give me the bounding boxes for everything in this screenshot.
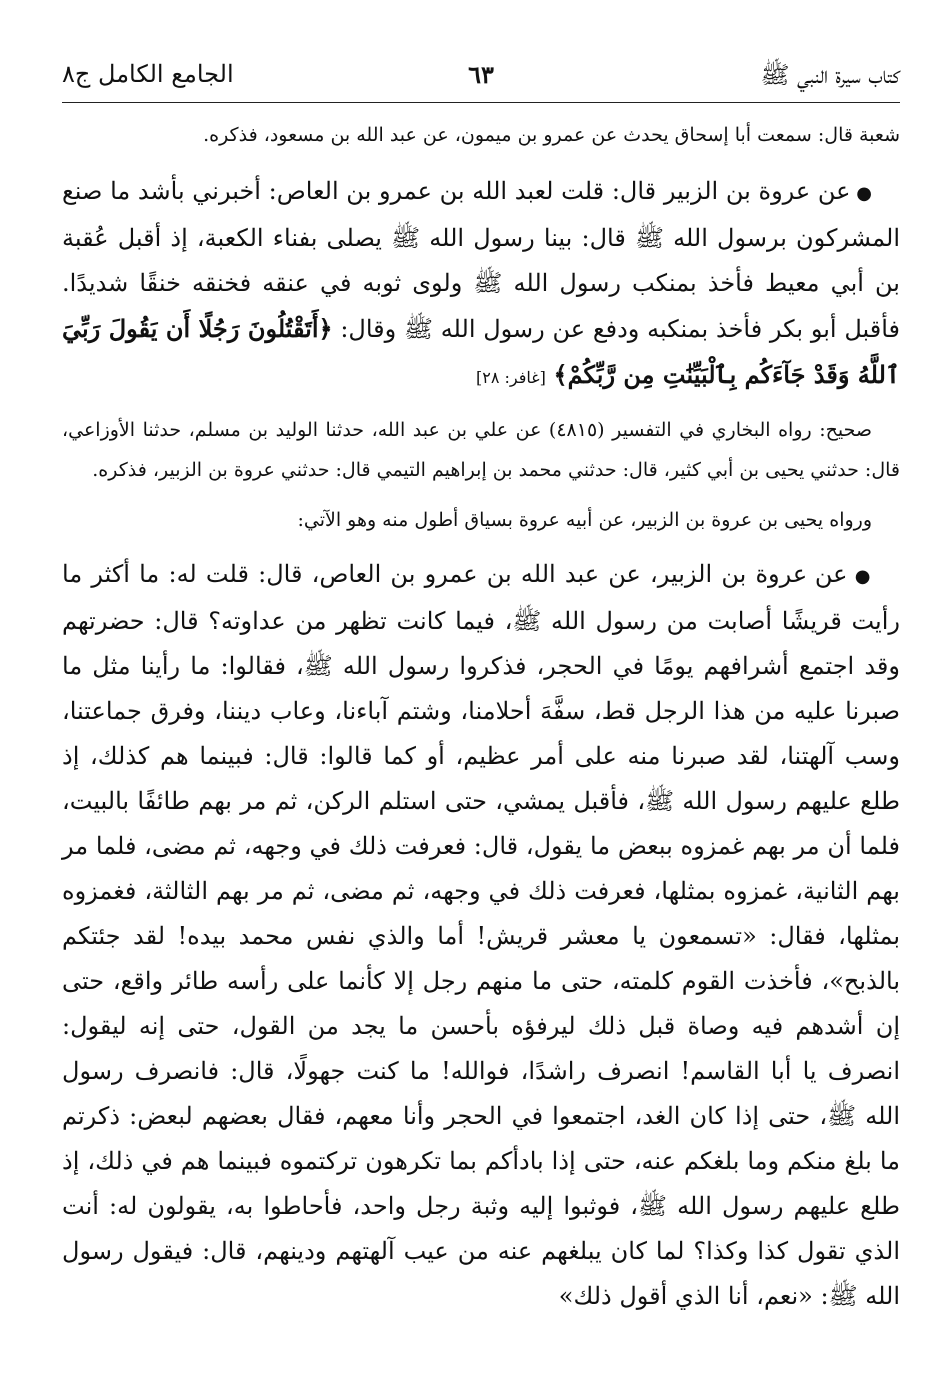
verse-reference: [غافر: ٢٨] [475,368,546,387]
takhrij-note: صحيح: رواه البخاري في التفسير (٤٨١٥) عن علي بن عبد الله، حدثنا الوليد بن مسلم، حدثنا الأوزاعي، قال: حدثني يحيى بن أبي كثير، قال: حدثني محمد بن إبراهيم التيمي قال: حدثني عروة بن الزبير، فذكره. [62,419,900,481]
hadith-1 [62,169,900,400]
book-title: كتاب سيرة النبي ﷺ [760,61,900,89]
hadith-2: ● عن عروة بن الزبير، عن عبد الله بن عمرو بن العاص، قال: قلت له: ما أكثر ما رأيت قريشًا أصابت من رسول الله ﷺ، فيما كانت تظهر من عداوته؟ قال: حضرتهم وقد اجتمع أشرافهم يومًا في الحجر، فذكروا رسول الله ﷺ، فقالوا: ما رأينا مثل ما صبرنا عليه من هذا الرجل قط، سفَّهَ أحلامنا، وشتم آباءنا، وعاب ديننا، وفرق جماعتنا، وسب آلهتنا، لقد صبرنا منه على أمر عظيم، أو كما قالوا: قال: فبينما هم كذلك، إذ طلع عليهم رسول الله ﷺ، فأقبل يمشي، حتى استلم الركن، ثم مر بهم طائفًا بالبيت، فلما أن مر بهم غمزوه ببعض ما يقول، قال: فعرفت ذلك في وجهه، ثم مضى، فلما مر بهم الثانية، غمزوه بمثلها، فعرفت ذلك في وجهه، ثم مضى، ثم مر بهم الثالثة، فغمزوه بمثلها، فقال: «تسمعون يا معشر قريش! أما والذي نفس محمد بيده! لقد جئتكم بالذبح»، فأخذت القوم كلمته، حتى ما منهم رجل إلا كأنما على رأسه طائر واقع، حتى إن أشدهم فيه وصاة قبل ذلك ليرفؤه بأحسن ما يجد من القول، حتى إنه ليقول: انصرف يا أبا القاسم! انصرف راشدًا، فوالله! ما كنت جهولًا، قال: فانصرف رسول الله ﷺ، حتى إذا كان الغد، اجتمعوا في الحجر وأنا معهم، فقال بعضهم لبعض: ذكرتم ما بلغ منكم وما بلغكم عنه، حتى إذا بادأكم بما تكرهون تركتموه فبينما هم في ذلك، إذ طلع عليهم رسول الله ﷺ، فوثبوا إليه وثبة رجل واحد، فأحاطوا به، يقولون له: أنت الذي تقول كذا وكذا؟ لما كان يبلغهم عنه من عيب آلهتهم ودينهم، قال: فيقول رسول الله ﷺ: «نعم، أنا الذي أقول ذلك» [62,552,900,1319]
page-number: ٦٣ [468,60,494,89]
page-header [62,58,900,103]
riwaya-note: ورواه يحيى بن عروة بن الزبير، عن أبيه عروة بسياق أطول منه وهو الآتي: [297,509,872,531]
quran-verse: ﴿أَتَقْتُلُونَ رَجُلًا أَن يَقُولَ رَبِّيَ ٱللَّهُ وَقَدْ جَآءَكُم بِٱلْبَيِّنَٰتِ مِن رَّبِّكُمْ﴾ [62,314,900,389]
volume-title: الجامع الكامل ج٨ [62,60,234,88]
isnad-continuation: شعبة قال: سمعت أبا إسحاق يحدث عن عمرو بن ميمون، عن عبد الله بن مسعود، فذكره. [203,124,900,146]
hadith-1-text: عن عروة بن الزبير قال: قلت لعبد الله بن عمرو بن العاص: أخبرني بأشد ما صنع المشركون برسول الله ﷺ قال: بينا رسول الله ﷺ يصلى بفناء الكعبة، إذ أقبل عُقبة بن أبي معيط فأخذ بمنكب رسول الله ﷺ ولوى ثوبه في عنقه فخنقه خنقًا شديدًا. فأقبل أبو بكر فأخذ بمنكبه ودفع عن رسول الله ﷺ وقال: [62,177,901,343]
book-page [62,58,900,1319]
